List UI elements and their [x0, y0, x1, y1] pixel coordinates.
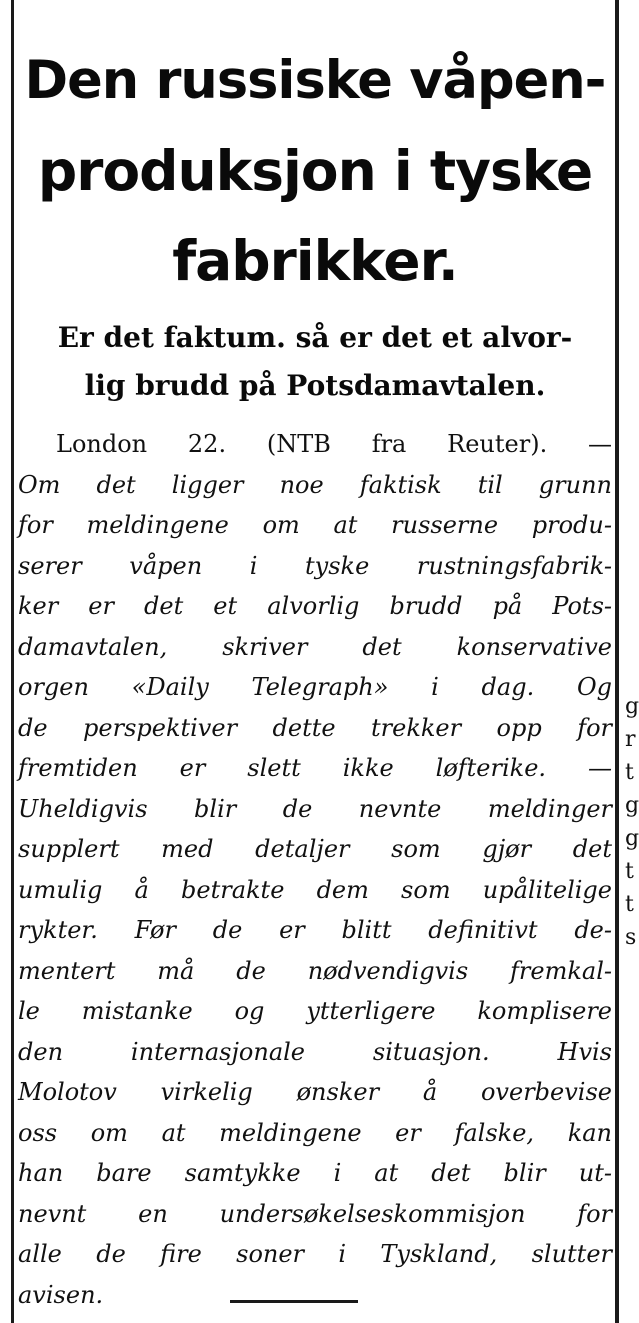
body-line: nevnt en undersøkelseskommisjon for	[18, 1199, 612, 1228]
body-line: ker er det et alvorlig brudd på Pots-	[18, 592, 612, 620]
subheadline-line: lig brudd på Potsdamavtalen.	[84, 369, 546, 402]
body-line: oss om at meldingene er falske, kan	[18, 1118, 612, 1147]
fragment-glyph: s	[625, 925, 637, 950]
body-line: for meldingene om at russerne produ-	[18, 511, 612, 539]
body-line: avisen.	[18, 1280, 104, 1309]
article-column	[18, 0, 612, 1315]
fragment-glyph: t	[625, 859, 634, 884]
body-line: den internasjonale situasjon. Hvis	[18, 1037, 612, 1066]
body-line: alle de fire soner i Tyskland, slutter	[18, 1240, 612, 1268]
body-line: han bare samtykke i at det blir ut-	[18, 1159, 612, 1187]
body-line: orgen «Daily Telegraph» i dag. Og	[18, 673, 612, 701]
dateline: London 22. (NTB fra Reuter). —	[56, 430, 612, 458]
fragment-glyph: t	[625, 760, 634, 785]
body-line: serer våpen i tyske rustningsfabrik-	[18, 551, 612, 580]
body-line: supplert med detaljer som gjør det	[18, 835, 612, 863]
fragment-glyph: t	[625, 892, 634, 917]
adjacent-column-fragments	[625, 690, 639, 954]
body-line: damavtalen, skriver det konservative	[18, 632, 612, 661]
column-rule-right	[615, 0, 619, 1323]
body-line: Uheldigvis blir de nevnte meldinger	[18, 794, 612, 823]
fragment-glyph: r	[625, 727, 636, 752]
body-line: rykter. Før de er blitt definitivt de-	[18, 916, 612, 944]
headline-line: Den russiske våpen-	[24, 50, 606, 111]
subheadline	[18, 314, 612, 410]
column-rule-left	[11, 0, 14, 1323]
body-line: Om det ligger noe faktisk til grunn	[18, 470, 612, 499]
fragment-glyph: g	[625, 793, 639, 818]
body-line: mentert må de nødvendigvis fremkal-	[18, 956, 612, 985]
headline-line: produksjon i tyske	[37, 139, 593, 203]
body-line: fremtiden er slett ikke løfterike. —	[18, 754, 612, 782]
fragment-glyph: g	[625, 826, 639, 851]
end-of-article-rule	[230, 1300, 358, 1303]
body-line: le mistanke og ytterligere komplisere	[18, 997, 612, 1025]
headline	[18, 36, 612, 306]
article-body	[18, 424, 612, 1315]
headline-line: fabrikker.	[172, 229, 458, 293]
body-line: de perspektiver dette trekker opp for	[18, 713, 612, 742]
subheadline-line: Er det faktum. så er det et alvor-	[57, 321, 573, 354]
body-line: umulig å betrakte dem som upålitelige	[18, 875, 612, 904]
fragment-glyph: g	[625, 694, 639, 719]
body-line: Molotov virkelig ønsker å overbevise	[18, 1078, 612, 1106]
